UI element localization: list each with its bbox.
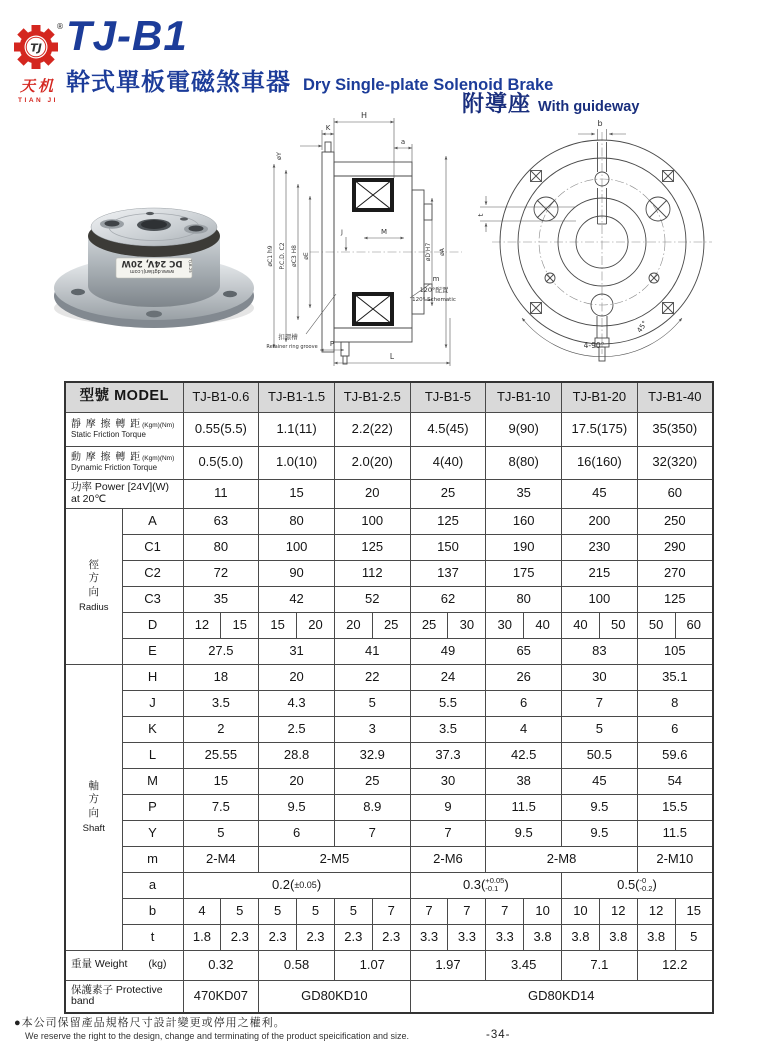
dim-label: C1	[122, 534, 183, 560]
value-cell: 42.5	[486, 742, 562, 768]
value-cell: 12	[599, 898, 637, 924]
value-cell: 18	[183, 664, 259, 690]
row-protective-band	[65, 980, 713, 1013]
row-a	[65, 872, 713, 898]
footer-note-cn: ●本公司保留產品規格尺寸設計變更或停用之權利。	[14, 1017, 286, 1029]
value-cell: 5	[259, 898, 297, 924]
value-cell: 12.2	[637, 950, 713, 980]
value-cell: 30	[486, 612, 524, 638]
value-cell: 1.97	[410, 950, 486, 980]
value-cell: GD80KD10	[259, 980, 410, 1013]
dim-label-oC3: øC3 H8	[291, 245, 298, 267]
radius-group-label: 徑 方 向 Radius	[65, 508, 122, 664]
value-cell: 50.5	[562, 742, 638, 768]
value-cell: 37.3	[410, 742, 486, 768]
value-cell: 25	[334, 768, 410, 794]
value-cell: 2-M6	[410, 846, 486, 872]
value-cell: 125	[410, 508, 486, 534]
value-cell: 35.1	[637, 664, 713, 690]
row-C3	[65, 586, 713, 612]
dim-label-t: t	[477, 213, 485, 217]
value-cell: 31	[259, 638, 335, 664]
value-cell: 105	[637, 638, 713, 664]
spec-table-body	[65, 382, 713, 1013]
nameplate-rating: DC 24V, 20W	[121, 258, 183, 268]
value-cell: 2.3	[221, 924, 259, 950]
row-M	[65, 768, 713, 794]
value-cell: 2.3	[297, 924, 335, 950]
dim-label: E	[122, 638, 183, 664]
spec-table	[64, 381, 714, 1014]
value-cell: 80	[259, 508, 335, 534]
static-friction-label: 靜 摩 擦 轉 距(Kgm)(Nm) Static Friction Torque	[65, 412, 183, 446]
protective-band-label: 保護素子 Protective band	[65, 980, 183, 1013]
shaft-group-label: 軸 方 向 Shaft	[65, 664, 122, 950]
row-b	[65, 898, 713, 924]
row-K	[65, 716, 713, 742]
value-cell: 5	[334, 690, 410, 716]
product-title-en: Dry Single-plate Solenoid Brake	[303, 76, 554, 94]
column-header: TJ-B1-20	[562, 382, 638, 412]
nameplate-model: TJ-B-25	[188, 259, 193, 273]
row-J	[65, 690, 713, 716]
value-cell: 5	[562, 716, 638, 742]
value-cell: 230	[562, 534, 638, 560]
value-cell: 4(40)	[410, 446, 486, 479]
value-cell: 26	[486, 664, 562, 690]
value-cell: 2-M4	[183, 846, 259, 872]
value-cell: 3.3	[486, 924, 524, 950]
value-cell: 52	[334, 586, 410, 612]
value-cell: 9.5	[486, 820, 562, 846]
value-cell: 2-M10	[637, 846, 713, 872]
value-cell: 2.0(20)	[334, 446, 410, 479]
value-cell: 8	[637, 690, 713, 716]
value-cell: 470KD07	[183, 980, 259, 1013]
value-cell: 15	[675, 898, 713, 924]
dim-label-a: a	[400, 138, 406, 146]
value-cell: 175	[486, 560, 562, 586]
value-cell: 5	[297, 898, 335, 924]
value-cell: 28.8	[259, 742, 335, 768]
value-cell: 35(350)	[637, 412, 713, 446]
dim-label-oY: øY	[275, 152, 283, 160]
dim-label-P: P	[329, 340, 335, 348]
spec-table-section	[64, 381, 714, 1014]
nameplate-site: www.dgtianji.com	[129, 268, 175, 274]
value-cell: 83	[562, 638, 638, 664]
power-label: 功率 Power [24V](W) at 20℃	[65, 479, 183, 508]
value-cell: 8(80)	[486, 446, 562, 479]
column-header: TJ-B1-0.6	[183, 382, 259, 412]
section-drawing	[264, 102, 466, 372]
value-cell: 4	[183, 898, 221, 924]
dim-label: t	[122, 924, 183, 950]
value-cell: 20	[297, 612, 335, 638]
registered-mark: ®	[56, 22, 64, 31]
value-cell: 1.8	[183, 924, 221, 950]
value-cell: 270	[637, 560, 713, 586]
value-cell: 35	[183, 586, 259, 612]
dim-label-J: J	[341, 228, 343, 236]
value-cell: 11	[183, 479, 259, 508]
value-cell: 2	[183, 716, 259, 742]
value-cell: 3.3	[448, 924, 486, 950]
dim-label-oE: øE	[303, 252, 310, 260]
value-cell: 40	[524, 612, 562, 638]
dim-label-PCD-C2: P.C.D. C2	[279, 242, 286, 270]
value-cell: 35	[486, 479, 562, 508]
value-cell: 125	[637, 586, 713, 612]
value-cell: 50	[599, 612, 637, 638]
column-header: TJ-B1-5	[410, 382, 486, 412]
guideway-en: With guideway	[538, 99, 640, 115]
dim-label: D	[122, 612, 183, 638]
tolerance-cell: 0.2( ±0.05 )	[183, 872, 410, 898]
value-cell: 65	[486, 638, 562, 664]
dim-label: K	[122, 716, 183, 742]
dim-label-M: M	[380, 228, 388, 236]
value-cell: 7	[334, 820, 410, 846]
value-cell: 3.8	[599, 924, 637, 950]
section-outline	[322, 142, 432, 364]
dim-label: M	[122, 768, 183, 794]
value-cell: 20	[334, 479, 410, 508]
tolerance-cell: 0.3( +0.05 -0.1 )	[410, 872, 561, 898]
value-cell: 190	[486, 534, 562, 560]
row-t	[65, 924, 713, 950]
value-cell: 0.55(5.5)	[183, 412, 259, 446]
value-cell: 2.2(22)	[334, 412, 410, 446]
dim-label-K: K	[325, 124, 331, 132]
dim-label: C3	[122, 586, 183, 612]
value-cell: 60	[637, 479, 713, 508]
value-cell: 20	[259, 768, 335, 794]
value-cell: 11.5	[637, 820, 713, 846]
product-photo	[50, 180, 258, 338]
value-cell: 8.9	[334, 794, 410, 820]
value-cell: 45	[562, 479, 638, 508]
value-cell: 38	[486, 768, 562, 794]
logo-tj-text: TJ	[30, 41, 42, 55]
value-cell: 3	[334, 716, 410, 742]
product-title-cn: 幹式單板電磁煞車器	[66, 69, 291, 96]
value-cell: 6	[486, 690, 562, 716]
value-cell: 250	[637, 508, 713, 534]
value-cell: 7.5	[183, 794, 259, 820]
value-cell: 9(90)	[486, 412, 562, 446]
value-cell: 30	[410, 768, 486, 794]
value-cell: 20	[259, 664, 335, 690]
value-cell: 3.8	[637, 924, 675, 950]
row-m	[65, 846, 713, 872]
column-header: TJ-B1-10	[486, 382, 562, 412]
dim-label-L: L	[389, 352, 395, 361]
groove-note-cn: 扣環槽	[278, 333, 298, 341]
value-cell: 6	[259, 820, 335, 846]
dim-label-oD: øD H7	[425, 242, 432, 262]
value-cell: 3.5	[183, 690, 259, 716]
value-cell: 17.5(175)	[562, 412, 638, 446]
center-bore	[141, 220, 167, 229]
value-cell: 7	[410, 898, 448, 924]
value-cell: 30	[562, 664, 638, 690]
schematic-note-en: 120° Schematic	[412, 297, 456, 303]
value-cell: 3.8	[524, 924, 562, 950]
value-cell: 7	[486, 898, 524, 924]
front-dimensions	[480, 129, 682, 357]
value-cell: 10	[524, 898, 562, 924]
row-dynamic-friction	[65, 446, 713, 479]
dim-label: m	[122, 846, 183, 872]
value-cell: 16(160)	[562, 446, 638, 479]
value-cell: 5	[334, 898, 372, 924]
value-cell: 4	[486, 716, 562, 742]
dim-label: A	[122, 508, 183, 534]
footer-note-en: We reserve the right to the design, change and terminating of the product speicification and size.	[25, 1031, 410, 1041]
dim-label: a	[122, 872, 183, 898]
row-weight	[65, 950, 713, 980]
value-cell: 215	[562, 560, 638, 586]
value-cell: 90	[259, 560, 335, 586]
value-cell: 3.8	[562, 924, 600, 950]
value-cell: 3.3	[410, 924, 448, 950]
value-cell: 62	[410, 586, 486, 612]
value-cell: 40	[562, 612, 600, 638]
dim-label-H: H	[360, 111, 368, 120]
tolerance-cell: 0.5( -0 -0.2 )	[562, 872, 713, 898]
row-power	[65, 479, 713, 508]
value-cell: 49	[410, 638, 486, 664]
dim-label-m: m	[432, 275, 440, 283]
nameplate-label	[116, 258, 193, 278]
column-header: TJ-B1-2.5	[334, 382, 410, 412]
value-cell: 9.5	[259, 794, 335, 820]
page-title: TJ-B1	[66, 12, 188, 59]
value-cell: 100	[562, 586, 638, 612]
value-cell: 112	[334, 560, 410, 586]
row-static-friction	[65, 412, 713, 446]
value-cell: 5.5	[410, 690, 486, 716]
value-cell: 4.5(45)	[410, 412, 486, 446]
value-cell: 59.6	[637, 742, 713, 768]
dim-label: P	[122, 794, 183, 820]
value-cell: 4.3	[259, 690, 335, 716]
value-cell: 200	[562, 508, 638, 534]
value-cell: 0.5(5.0)	[183, 446, 259, 479]
column-header: TJ-B1-40	[637, 382, 713, 412]
weight-label: 重量 Weight (kg)	[65, 950, 183, 980]
row-P	[65, 794, 713, 820]
dim-label: b	[122, 898, 183, 924]
value-cell: 30	[448, 612, 486, 638]
value-cell: 7.1	[562, 950, 638, 980]
value-cell: 50	[637, 612, 675, 638]
value-cell: 2.3	[259, 924, 297, 950]
value-cell: 2.3	[372, 924, 410, 950]
value-cell: 15	[183, 768, 259, 794]
value-cell: 2.3	[334, 924, 372, 950]
row-H	[65, 664, 713, 690]
value-cell: 137	[410, 560, 486, 586]
model-header: 型號 MODEL	[65, 382, 183, 412]
front-view-drawing	[476, 114, 728, 366]
value-cell: 1.1(11)	[259, 412, 335, 446]
dim-label-oC1: øC1 h9	[267, 245, 274, 267]
value-cell: 80	[183, 534, 259, 560]
value-cell: 5	[675, 924, 713, 950]
guideway-cn: 附導座	[462, 91, 532, 116]
value-cell: 6	[637, 716, 713, 742]
value-cell: 7	[562, 690, 638, 716]
value-cell: 54	[637, 768, 713, 794]
angle-label-45: 45°	[635, 319, 650, 335]
value-cell: 7	[448, 898, 486, 924]
value-cell: 12	[637, 898, 675, 924]
value-cell: 150	[410, 534, 486, 560]
value-cell: 290	[637, 534, 713, 560]
value-cell: 9.5	[562, 820, 638, 846]
footer-note	[14, 1014, 409, 1041]
value-cell: 20	[334, 612, 372, 638]
value-cell: 3.45	[486, 950, 562, 980]
column-header: TJ-B1-1.5	[259, 382, 335, 412]
dim-label: H	[122, 664, 183, 690]
value-cell: 2-M8	[486, 846, 637, 872]
value-cell: 3.5	[410, 716, 486, 742]
value-cell: 25	[372, 612, 410, 638]
value-cell: 7	[410, 820, 486, 846]
value-cell: 24	[410, 664, 486, 690]
value-cell: 100	[259, 534, 335, 560]
dynamic-friction-label: 動 摩 擦 轉 距(Kgm)(Nm) Dynamic Friction Torque	[65, 446, 183, 479]
value-cell: 12	[183, 612, 221, 638]
value-cell: 0.32	[183, 950, 259, 980]
schematic-note-cn: 120°配置	[419, 286, 449, 294]
row-E	[65, 638, 713, 664]
value-cell: 7	[372, 898, 410, 924]
dim-label: Y	[122, 820, 183, 846]
value-cell: 15	[221, 612, 259, 638]
value-cell: 5	[183, 820, 259, 846]
logo-english-name: TIAN JI	[18, 97, 58, 104]
dim-label: L	[122, 742, 183, 768]
value-cell: 5	[221, 898, 259, 924]
value-cell: 125	[334, 534, 410, 560]
value-cell: 25.55	[183, 742, 259, 768]
value-cell: 41	[334, 638, 410, 664]
row-D	[65, 612, 713, 638]
value-cell: 60	[675, 612, 713, 638]
value-cell: 15	[259, 612, 297, 638]
value-cell: 9.5	[562, 794, 638, 820]
brand-logo	[10, 20, 66, 104]
row-L	[65, 742, 713, 768]
angle-label-4-90: 4-90°	[583, 341, 605, 350]
row-Y	[65, 820, 713, 846]
value-cell: 2-M5	[259, 846, 410, 872]
value-cell: 2.5	[259, 716, 335, 742]
dim-label-b: b	[597, 119, 603, 128]
row-C1	[65, 534, 713, 560]
value-cell: GD80KD14	[410, 980, 713, 1013]
row-C2	[65, 560, 713, 586]
dim-label: J	[122, 690, 183, 716]
value-cell: 32.9	[334, 742, 410, 768]
value-cell: 80	[486, 586, 562, 612]
page-number: -34-	[486, 1029, 511, 1041]
value-cell: 15	[259, 479, 335, 508]
value-cell: 72	[183, 560, 259, 586]
value-cell: 63	[183, 508, 259, 534]
logo-chinese-name: 天机	[19, 77, 56, 95]
value-cell: 1.07	[334, 950, 410, 980]
header-row	[65, 382, 713, 412]
dim-label: C2	[122, 560, 183, 586]
value-cell: 100	[334, 508, 410, 534]
dim-label-oA: øA	[439, 248, 446, 256]
value-cell: 25	[410, 479, 486, 508]
value-cell: 27.5	[183, 638, 259, 664]
value-cell: 25	[410, 612, 448, 638]
value-cell: 22	[334, 664, 410, 690]
row-A	[65, 508, 713, 534]
value-cell: 160	[486, 508, 562, 534]
value-cell: 45	[562, 768, 638, 794]
value-cell: 0.58	[259, 950, 335, 980]
value-cell: 9	[410, 794, 486, 820]
value-cell: 32(320)	[637, 446, 713, 479]
value-cell: 11.5	[486, 794, 562, 820]
value-cell: 10	[562, 898, 600, 924]
gear-logo-icon	[11, 20, 65, 72]
groove-note-en: Retainer ring groove	[266, 344, 318, 350]
value-cell: 1.0(10)	[259, 446, 335, 479]
value-cell: 15.5	[637, 794, 713, 820]
value-cell: 42	[259, 586, 335, 612]
